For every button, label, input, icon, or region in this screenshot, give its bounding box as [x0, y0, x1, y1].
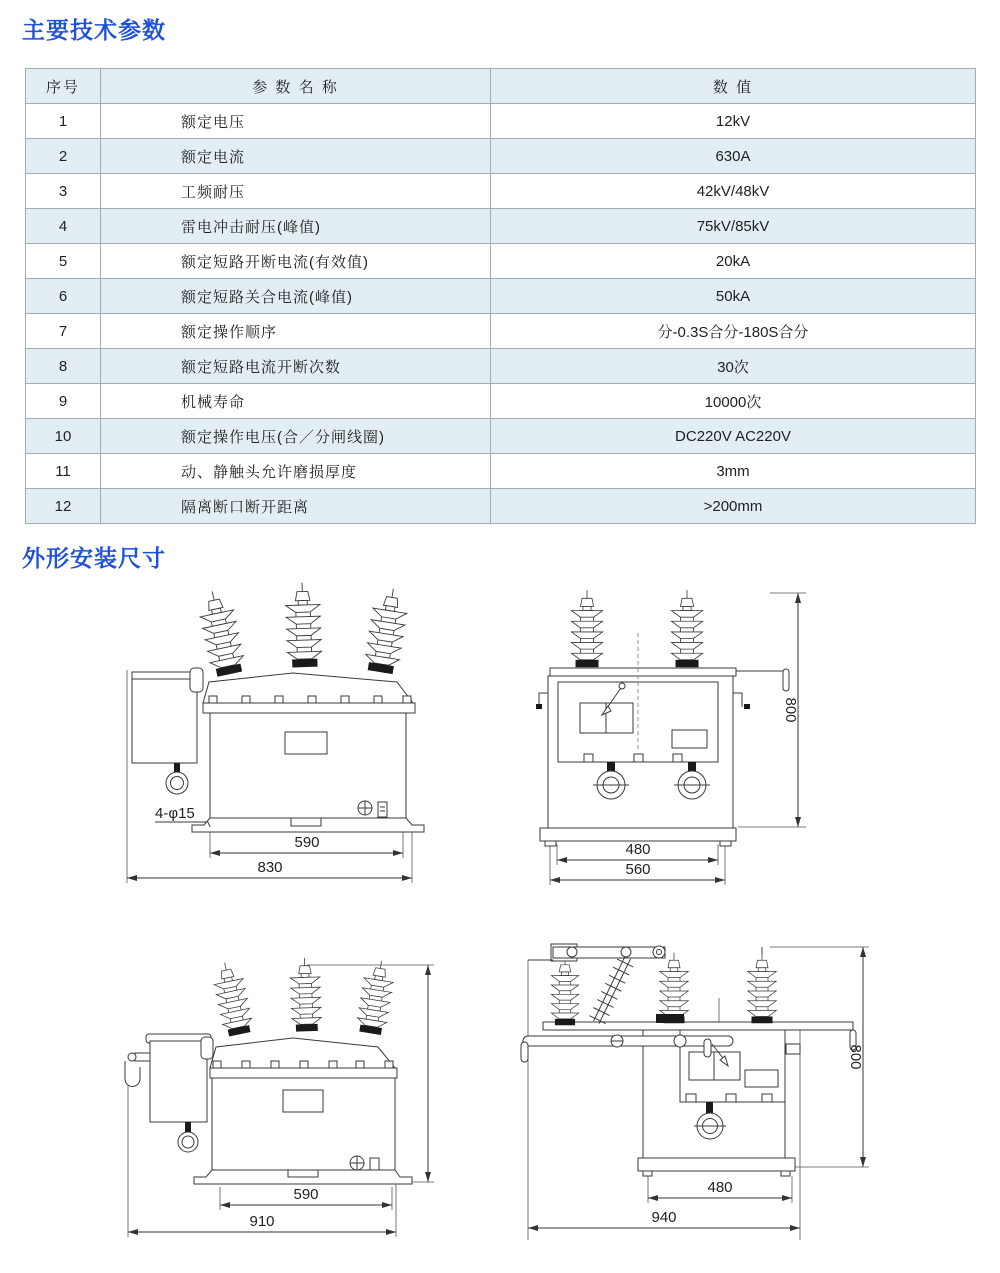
table-row [26, 489, 976, 524]
mounting-base [192, 818, 424, 832]
cell-no: 5 [26, 244, 101, 279]
section-title-dimensions: 外形安装尺寸 [22, 545, 166, 571]
cell-no: 2 [26, 139, 101, 174]
cell-name: 额定短路关合电流(峰值) [101, 279, 491, 314]
dimension-label: 830 [257, 859, 283, 876]
cell-name: 动、静触头允许磨损厚度 [101, 454, 491, 489]
table-row [26, 419, 976, 454]
section-title-parameters: 主要技术参数 [22, 17, 166, 43]
cell-value: 50kA [491, 279, 976, 314]
side-bracket [786, 1044, 800, 1054]
cell-value: DC220V AC220V [491, 419, 976, 454]
cell-value: 630A [491, 139, 976, 174]
insulator-bushing [290, 957, 322, 1031]
insulator-bushing [195, 588, 246, 678]
cell-no: 7 [26, 314, 101, 349]
insulator-bushing [671, 590, 702, 667]
mounting-base [540, 828, 736, 841]
cell-name: 工频耐压 [101, 174, 491, 209]
tank-body [210, 713, 406, 818]
tank-body [548, 676, 733, 828]
table-row [26, 244, 976, 279]
drawing-front-view-top [113, 575, 448, 890]
cell-name: 额定操作电压(合／分闸线圈) [101, 419, 491, 454]
cell-value: 42kV/48kV [491, 174, 976, 209]
header-name: 参 数 名 称 [101, 69, 491, 104]
drawing-side-view-top [518, 578, 830, 890]
dimension-label: 800 [847, 1044, 864, 1070]
cell-no: 10 [26, 419, 101, 454]
table-row [26, 314, 976, 349]
cell-name: 雷电冲击耐压(峰值) [101, 209, 491, 244]
header-no: 序号 [26, 69, 101, 104]
table-row [26, 139, 976, 174]
insulator-bushing [285, 582, 322, 668]
dimension-label: 800 [782, 697, 799, 723]
disconnector-linkage [528, 944, 665, 961]
cell-name: 额定电流 [101, 139, 491, 174]
cell-no: 12 [26, 489, 101, 524]
control-box [146, 1034, 213, 1152]
insulator-bushing [363, 586, 410, 675]
drawing-front-view-bottom [108, 935, 448, 1250]
cell-no: 6 [26, 279, 101, 314]
insulator-bushing [355, 958, 396, 1035]
cell-value: >200mm [491, 489, 976, 524]
insulator-bushing [748, 953, 777, 1024]
cell-value: 30次 [491, 349, 976, 384]
table-row [26, 454, 976, 489]
tilted-insulator-rod [588, 954, 636, 1027]
table-header-row [26, 69, 976, 104]
bus-clamp [656, 1014, 684, 1023]
cell-value: 3mm [491, 454, 976, 489]
cell-name: 额定操作顺序 [101, 314, 491, 349]
operating-lever [783, 669, 789, 691]
dimension-label: 480 [625, 841, 651, 858]
cell-name: 额定电压 [101, 104, 491, 139]
cell-name: 机械寿命 [101, 384, 491, 419]
table-row [26, 104, 976, 139]
top-plate [543, 1022, 853, 1030]
cell-name: 额定短路开断电流(有效值) [101, 244, 491, 279]
drawing-side-view-bottom [498, 938, 893, 1253]
cell-value: 20kA [491, 244, 976, 279]
parameters-table [25, 68, 976, 524]
insulator-bushing [551, 958, 578, 1026]
cell-no: 9 [26, 384, 101, 419]
cell-value: 75kV/85kV [491, 209, 976, 244]
cell-no: 1 [26, 104, 101, 139]
cell-no: 3 [26, 174, 101, 209]
cell-no: 8 [26, 349, 101, 384]
dimension-label: 590 [294, 834, 320, 851]
cell-name: 额定短路电流开断次数 [101, 349, 491, 384]
mounting-base [638, 1158, 795, 1171]
top-plate [550, 668, 736, 676]
cell-name: 隔离断口断开距离 [101, 489, 491, 524]
cell-no: 4 [26, 209, 101, 244]
dimension-label: 590 [293, 1186, 319, 1203]
insulator-bushing [660, 953, 689, 1024]
dimension-label: 940 [651, 1209, 677, 1226]
dimension-label: 910 [249, 1213, 275, 1230]
table-row [26, 174, 976, 209]
insulator-bushing [571, 590, 602, 667]
dimension-label: 560 [625, 861, 651, 878]
table-row [26, 349, 976, 384]
table-row [26, 209, 976, 244]
cell-value: 12kV [491, 104, 976, 139]
control-box [132, 668, 203, 794]
dimension-label: 480 [707, 1179, 733, 1196]
header-value: 数 值 [491, 69, 976, 104]
table-row [26, 279, 976, 314]
cell-value: 10000次 [491, 384, 976, 419]
hole-dimension-label: 4-φ15 [155, 805, 195, 822]
cell-no: 11 [26, 454, 101, 489]
insulator-bushing [210, 959, 254, 1037]
tank-body [212, 1078, 395, 1170]
table-row [26, 384, 976, 419]
cell-value: 分-0.3S合分-180S合分 [491, 314, 976, 349]
